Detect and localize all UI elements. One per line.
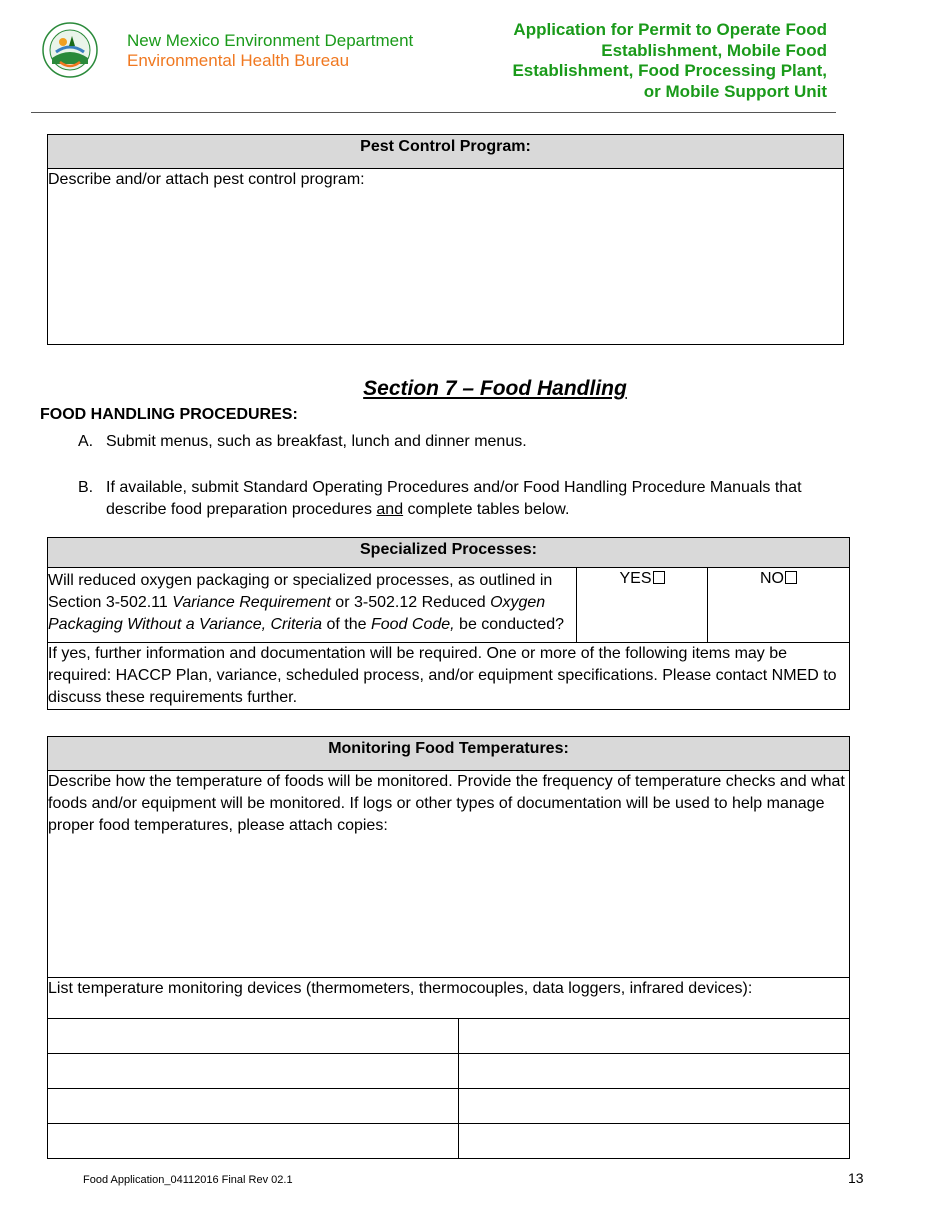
yes-label: YES bbox=[619, 570, 652, 587]
specialized-question bbox=[48, 568, 577, 643]
header-divider bbox=[31, 112, 836, 113]
specialized-note: If yes, further information and documentation will be required. One or more of the following items may be required: HACCP Plan, variance, scheduled process, and/or equipment specifications. Please contact NMED to discuss these requirements further. bbox=[48, 643, 850, 710]
list-item-b-text-part: If available, submit Standard Operating Procedures and/or Food Handling Procedure Manuals that describe food preparation procedures bbox=[106, 479, 802, 518]
food-handling-subheading: FOOD HANDLING PROCEDURES: bbox=[40, 406, 298, 423]
title-line: Establishment, Food Processing Plant, bbox=[512, 61, 827, 80]
yes-checkbox[interactable] bbox=[653, 571, 665, 584]
pest-control-table bbox=[47, 134, 844, 345]
title-line: Establishment, Mobile Food bbox=[601, 40, 827, 60]
list-item-b bbox=[78, 477, 93, 499]
list-item-b-text bbox=[106, 477, 846, 521]
device-cell[interactable] bbox=[459, 1019, 850, 1054]
bureau-name: Environmental Health Bureau bbox=[127, 51, 350, 70]
pest-control-heading: Pest Control Program: bbox=[48, 135, 844, 169]
monitoring-heading: Monitoring Food Temperatures: bbox=[48, 737, 850, 771]
list-item-a-text: Submit menus, such as breakfast, lunch and dinner menus. bbox=[106, 433, 527, 450]
device-cell[interactable] bbox=[48, 1124, 459, 1159]
device-cell[interactable] bbox=[48, 1089, 459, 1124]
question-italic: Food Code, bbox=[370, 616, 455, 633]
question-italic: Oxygen Packaging Without a Variance, Criteria bbox=[48, 594, 546, 633]
section-title: Section 7 – Food Handling bbox=[363, 377, 627, 400]
device-cell[interactable] bbox=[459, 1054, 850, 1089]
specialized-processes-table bbox=[47, 537, 850, 710]
list-item-b-emphasis: and bbox=[376, 501, 404, 518]
question-italic: Variance Requirement bbox=[172, 594, 331, 611]
no-checkbox[interactable] bbox=[785, 571, 797, 584]
device-cell[interactable] bbox=[459, 1089, 850, 1124]
question-text: or 3-502.12 Reduced bbox=[330, 594, 491, 611]
monitoring-description-field[interactable] bbox=[48, 771, 850, 978]
specialized-processes-heading: Specialized Processes: bbox=[48, 538, 850, 568]
title-line: or Mobile Support Unit bbox=[643, 81, 827, 101]
footer-doc-id: Food Application_04112016 Final Rev 02.1 bbox=[83, 1174, 293, 1186]
list-marker: A. bbox=[78, 433, 94, 450]
list-item-a bbox=[78, 431, 93, 453]
title-line: Application for Permit to Operate Food bbox=[513, 20, 827, 39]
page-number: 13 bbox=[848, 1170, 864, 1186]
list-marker: B. bbox=[78, 479, 94, 496]
device-cell[interactable] bbox=[48, 1019, 459, 1054]
yes-option[interactable] bbox=[577, 568, 708, 643]
devices-prompt: List temperature monitoring devices (thermometers, thermocouples, data loggers, infrared devices): bbox=[48, 978, 850, 1019]
pest-control-prompt: Describe and/or attach pest control program: bbox=[48, 171, 365, 188]
list-item-b-text-part: complete tables below. bbox=[403, 501, 570, 518]
no-label: NO bbox=[760, 570, 784, 587]
device-cell[interactable] bbox=[459, 1124, 850, 1159]
question-text: Will reduced oxygen packaging or specialized processes, as outlined in Section 3-502.11 bbox=[48, 572, 553, 611]
org-name: New Mexico Environment Department bbox=[127, 31, 414, 50]
question-text: of the bbox=[322, 616, 371, 633]
monitoring-prompt: Describe how the temperature of foods will be monitored. Provide the frequency of temperature checks and what foods and/or equipment will be monitored. If logs or other types of documentation will be used to help manage proper food temperatures, please attach copies: bbox=[48, 773, 845, 834]
pest-control-field[interactable] bbox=[48, 169, 844, 345]
monitoring-temperatures-table bbox=[47, 736, 850, 1159]
no-option[interactable] bbox=[708, 568, 850, 643]
application-title bbox=[427, 20, 827, 102]
device-cell[interactable] bbox=[48, 1054, 459, 1089]
nm-seal-icon bbox=[42, 22, 98, 78]
question-text: be conducted? bbox=[454, 616, 565, 633]
